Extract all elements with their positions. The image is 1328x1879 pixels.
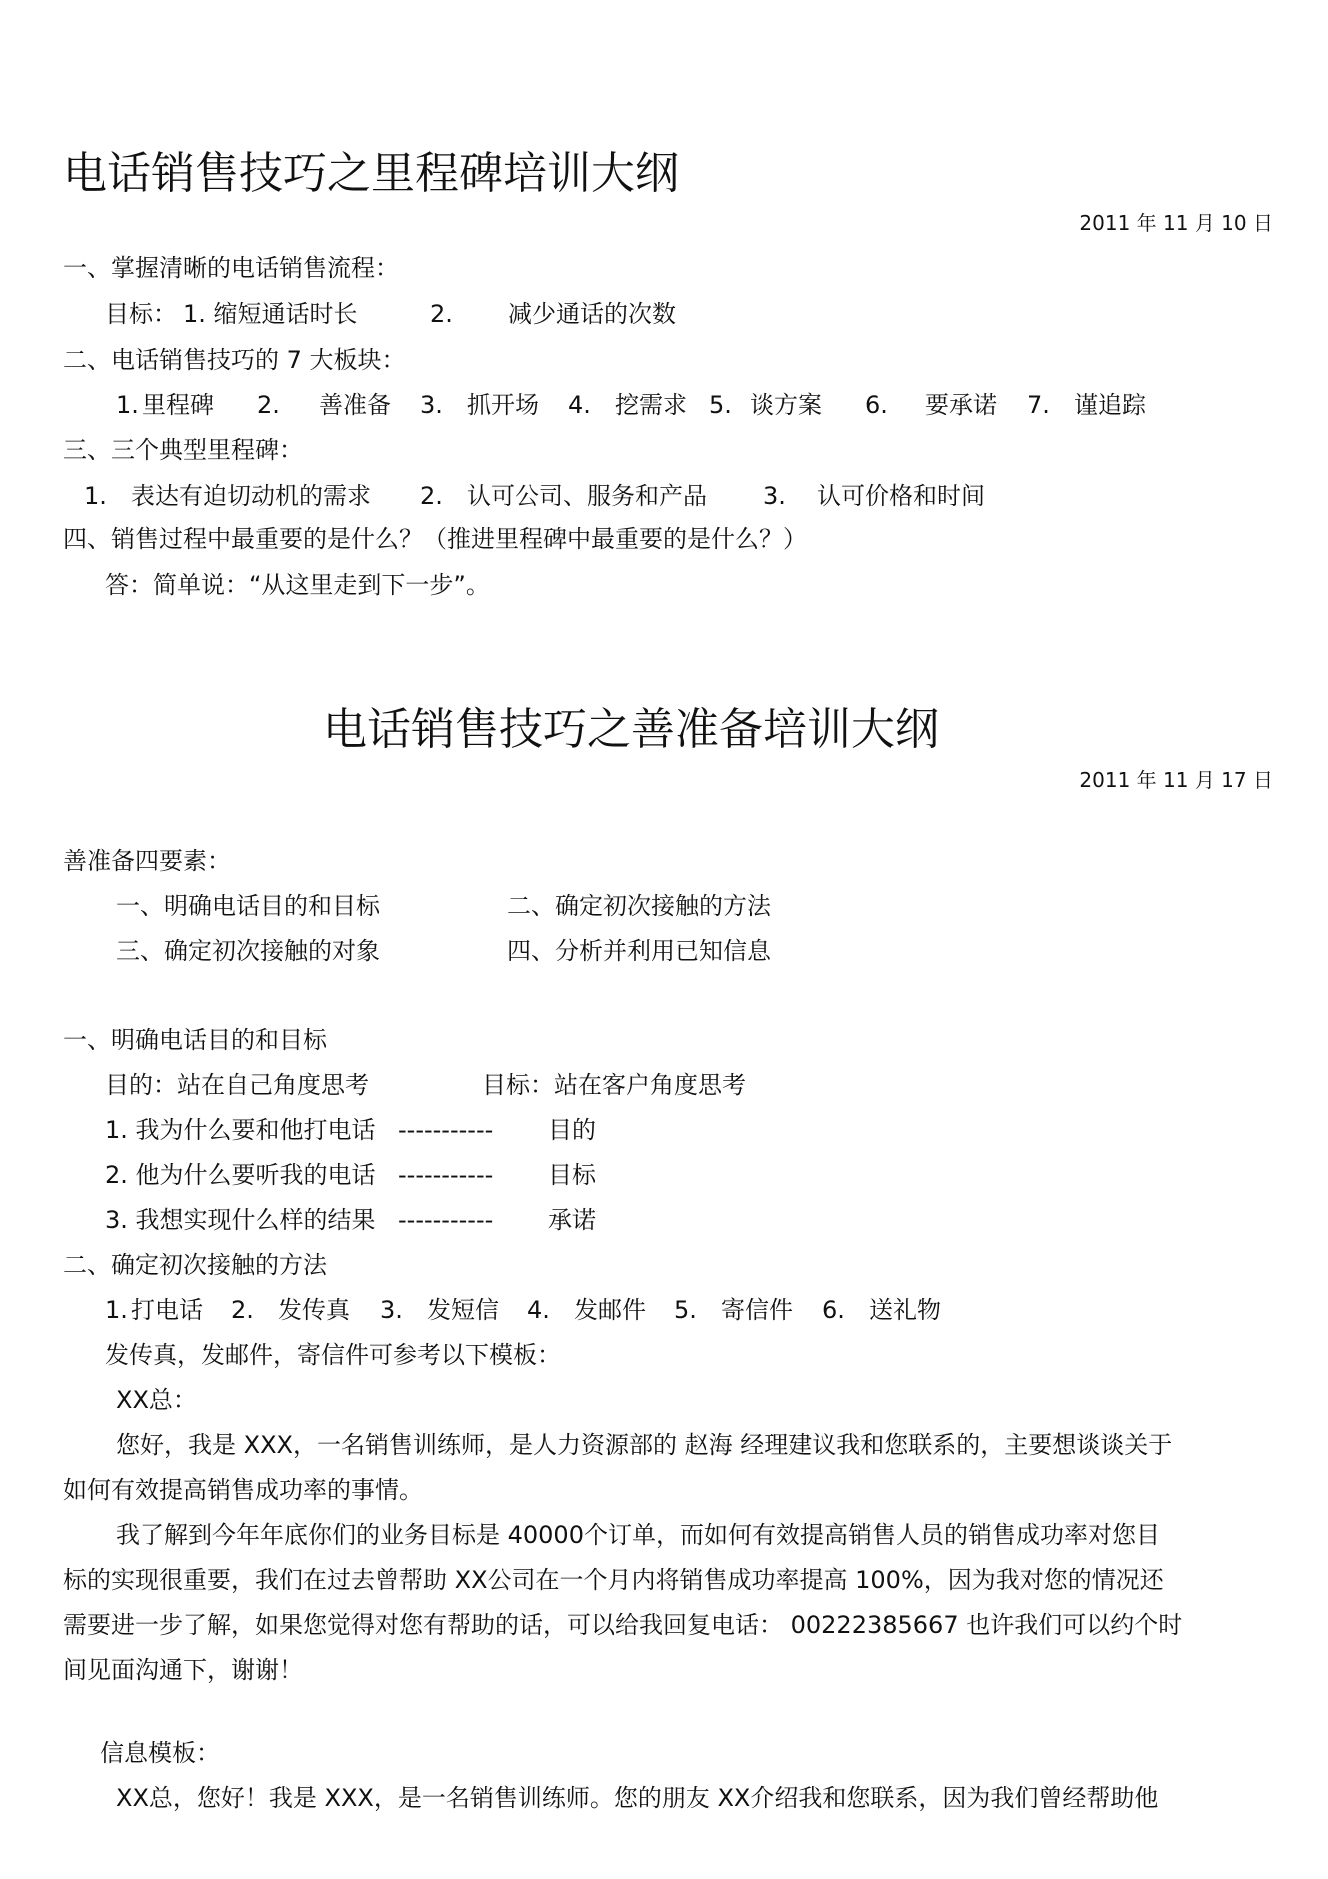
doc2-sms-heading: 信息模板： bbox=[100, 1739, 220, 1767]
block-num-5: 5. bbox=[709, 391, 732, 419]
letter-line-5: 需要进一步了解，如果您觉得对您有帮助的话，可以给我回复电话： 00222385667 也许我们可以约个时 bbox=[63, 1611, 1183, 1639]
doc2-elements-heading: 善准备四要素： bbox=[63, 847, 231, 875]
doc2-part2-heading: 二、确定初次接触的方法 bbox=[63, 1251, 327, 1279]
letter-line-1: 您好，我是 XXX，一名销售训练师，是人力资源部的 赵海 经理建议我和您联系的，主要想谈谈关于 bbox=[116, 1431, 1173, 1459]
method-text-5: 寄信件 bbox=[721, 1296, 793, 1324]
method-num-2: 2. bbox=[231, 1296, 254, 1324]
milestone-text-2: 认可公司、服务和产品 bbox=[467, 482, 707, 510]
block-num-6: 6. bbox=[865, 391, 888, 419]
milestone-num-2: 2. bbox=[420, 482, 443, 510]
method-num-4: 4. bbox=[527, 1296, 550, 1324]
block-text-4: 挖需求 bbox=[615, 391, 687, 419]
reason-left-2: 2. 他为什么要听我的电话 bbox=[105, 1161, 376, 1189]
doc1-section4-answer: 答：简单说：“从这里走到下一步”。 bbox=[105, 571, 490, 599]
target-text: 目标：站在客户角度思考 bbox=[482, 1071, 746, 1099]
reason-left-1: 1. 我为什么要和他打电话 bbox=[105, 1116, 376, 1144]
block-text-1: 里程碑 bbox=[142, 391, 214, 419]
doc2-title: 电话销售技巧之善准备培训大纲 bbox=[323, 704, 939, 755]
method-text-3: 发短信 bbox=[427, 1296, 499, 1324]
doc1-section2-heading: 二、电话销售技巧的 7 大板块： bbox=[63, 346, 406, 374]
element-4: 四、分析并利用已知信息 bbox=[507, 937, 771, 965]
milestone-num-3: 3. bbox=[763, 482, 786, 510]
goal-item-1: 1. 缩短通话时长 bbox=[183, 300, 358, 328]
block-text-2: 善准备 bbox=[319, 391, 391, 419]
doc1-title: 电话销售技巧之里程碑培训大纲 bbox=[63, 148, 679, 199]
doc2-template-intro: 发传真，发邮件，寄信件可参考以下模板： bbox=[105, 1341, 561, 1369]
block-text-5: 谈方案 bbox=[750, 391, 822, 419]
method-text-6: 送礼物 bbox=[869, 1296, 941, 1324]
block-num-4: 4. bbox=[568, 391, 591, 419]
method-text-4: 发邮件 bbox=[574, 1296, 646, 1324]
block-num-7: 7. bbox=[1027, 391, 1050, 419]
reason-dash-2: ----------- bbox=[398, 1161, 494, 1189]
block-text-3: 抓开场 bbox=[467, 391, 539, 419]
element-3: 三、确定初次接触的对象 bbox=[116, 937, 380, 965]
method-num-3: 3. bbox=[380, 1296, 403, 1324]
goal-item-2-num: 2. bbox=[430, 300, 453, 328]
reason-right-3: 承诺 bbox=[548, 1206, 596, 1234]
block-num-3: 3. bbox=[420, 391, 443, 419]
block-num-2: 2. bbox=[257, 391, 280, 419]
doc1-section3-heading: 三、三个典型里程碑： bbox=[63, 436, 303, 464]
purpose-text: 目的：站在自己角度思考 bbox=[105, 1071, 369, 1099]
method-text-2: 发传真 bbox=[278, 1296, 350, 1324]
block-num-1: 1. bbox=[116, 391, 139, 419]
milestone-num-1: 1. bbox=[84, 482, 107, 510]
reason-dash-3: ----------- bbox=[398, 1206, 494, 1234]
reason-dash-1: ----------- bbox=[398, 1116, 494, 1144]
doc1-section1-heading: 一、掌握清晰的电话销售流程： bbox=[63, 254, 399, 282]
letter-line-4: 标的实现很重要，我们在过去曾帮助 XX公司在一个月内将销售成功率提高 100%，因为我对您的情况还 bbox=[63, 1566, 1164, 1594]
milestone-text-3: 认可价格和时间 bbox=[817, 482, 985, 510]
doc2-date: 2011 年 11 月 17 日 bbox=[1079, 768, 1273, 792]
block-text-7: 谨追踪 bbox=[1074, 391, 1146, 419]
reason-right-2: 目标 bbox=[548, 1161, 596, 1189]
goal-item-2-text: 减少通话的次数 bbox=[508, 300, 676, 328]
block-text-6: 要承诺 bbox=[925, 391, 997, 419]
letter-salutation: XX总： bbox=[116, 1386, 197, 1414]
method-num-6: 6. bbox=[822, 1296, 845, 1324]
method-text-1: 打电话 bbox=[131, 1296, 203, 1324]
goal-prefix: 目标： bbox=[105, 300, 177, 328]
reason-left-3: 3. 我想实现什么样的结果 bbox=[105, 1206, 376, 1234]
doc1-section4-heading: 四、销售过程中最重要的是什么？（推进里程碑中最重要的是什么？） bbox=[63, 525, 807, 553]
letter-line-2: 如何有效提高销售成功率的事情。 bbox=[63, 1476, 423, 1504]
element-2: 二、确定初次接触的方法 bbox=[507, 892, 771, 920]
milestone-text-1: 表达有迫切动机的需求 bbox=[131, 482, 371, 510]
doc2-sms-line: XX总，您好！我是 XXX，是一名销售训练师。您的朋友 XX介绍我和您联系，因为我们曾经帮助他 bbox=[116, 1784, 1159, 1812]
method-num-5: 5. bbox=[674, 1296, 697, 1324]
element-1: 一、明确电话目的和目标 bbox=[116, 892, 380, 920]
letter-line-3: 我了解到今年年底你们的业务目标是 40000个订单，而如何有效提高销售人员的销售成功率对您目 bbox=[116, 1521, 1160, 1549]
doc1-date: 2011 年 11 月 10 日 bbox=[1079, 211, 1273, 235]
doc2-part1-heading: 一、明确电话目的和目标 bbox=[63, 1026, 327, 1054]
reason-right-1: 目的 bbox=[548, 1116, 596, 1144]
method-num-1: 1. bbox=[105, 1296, 128, 1324]
letter-line-6: 间见面沟通下，谢谢！ bbox=[63, 1656, 303, 1684]
